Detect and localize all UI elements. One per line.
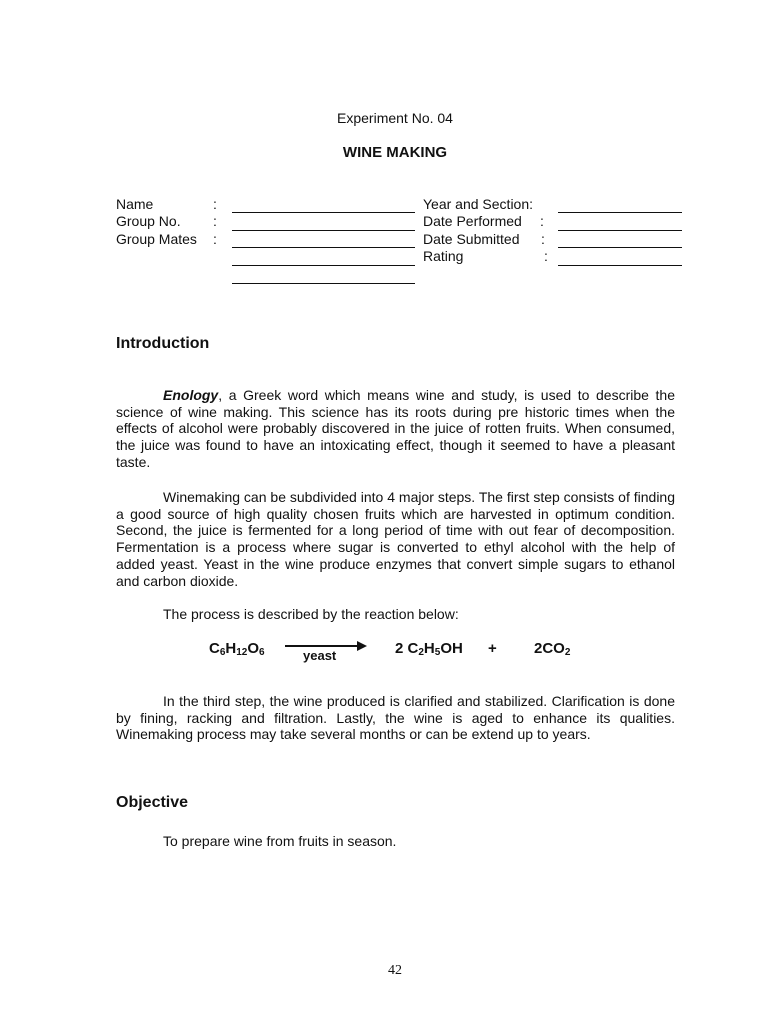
date-performed-colon: : xyxy=(540,213,544,229)
page-number: 42 xyxy=(388,963,402,978)
group-no-colon: : xyxy=(213,213,217,229)
catalyst-yeast: yeast xyxy=(303,648,337,663)
date-performed-field-line[interactable] xyxy=(558,230,682,231)
objective-text: To prepare wine from fruits in season. xyxy=(163,833,397,849)
year-section-field-line[interactable] xyxy=(558,212,682,213)
year-section-label: Year and Section: xyxy=(423,196,534,212)
group-mates-field-line-1[interactable] xyxy=(232,247,415,248)
objective-heading: Objective xyxy=(116,794,189,811)
intro-paragraph-2: Winemaking can be subdivided into 4 major steps. The first step consists of finding a good source of high quality chosen fruits which are harvested in optimum condition. Second, the juice is fermented for a long period of time with out fear of decomposition. Fermentation is a process where sugar is converted to ethyl alcohol with the help of added yeast. Yeast in the wine produce enzymes that convert simple sugars to ethanol and carbon dioxide. xyxy=(116,489,675,589)
date-submitted-label: Date Submitted xyxy=(423,231,520,247)
intro-paragraph-4: In the third step, the wine produced is clarified and stabilized. Clarification is done by fining, racking and filtration. Lastly, the wine is aged to enhance its qualities. Winemaking process may take several months or can be extend up to years. xyxy=(116,693,675,743)
name-label: Name xyxy=(116,196,154,212)
experiment-number: Experiment No. 04 xyxy=(337,110,453,126)
page-title: WINE MAKING xyxy=(342,144,448,161)
group-no-label: Group No. xyxy=(116,213,181,229)
rating-field-line[interactable] xyxy=(558,265,682,266)
intro-paragraph-1 xyxy=(116,387,675,471)
reaction-intro: The process is described by the reaction below: xyxy=(163,606,459,622)
group-no-field-line[interactable] xyxy=(232,230,415,231)
date-submitted-field-line[interactable] xyxy=(558,247,682,248)
intro-paragraph-1-text: , a Greek word which means wine and study, is used to describe the science of wine making. This science has its roots during pre historic times when the effects of alcohol were probably discovered in the juice of rotten fruits. When consumed, the juice was found to have an intoxicating effect, though it seemed to have a pleasant taste. xyxy=(116,387,675,470)
name-colon: : xyxy=(213,196,217,212)
group-mates-colon: : xyxy=(213,231,217,247)
rating-label: Rating xyxy=(423,248,464,264)
group-mates-field-line-2[interactable] xyxy=(232,265,415,266)
name-field-line[interactable] xyxy=(232,212,415,213)
date-submitted-colon: : xyxy=(541,231,545,247)
enology-term: Enology xyxy=(163,387,219,403)
introduction-heading: Introduction xyxy=(116,335,210,352)
group-mates-label: Group Mates xyxy=(116,231,197,247)
product-co2: $2CO_2$ xyxy=(534,640,571,658)
group-mates-field-line-3[interactable] xyxy=(232,283,415,284)
plus-sign: + xyxy=(488,640,497,657)
rating-colon: : xyxy=(544,248,548,264)
date-performed-label: Date Performed xyxy=(423,213,522,229)
product-ethanol: 2 $C_2H_5OH$ xyxy=(395,640,463,658)
reactant-glucose: $C_6H_{12}O_6$ xyxy=(209,640,265,658)
